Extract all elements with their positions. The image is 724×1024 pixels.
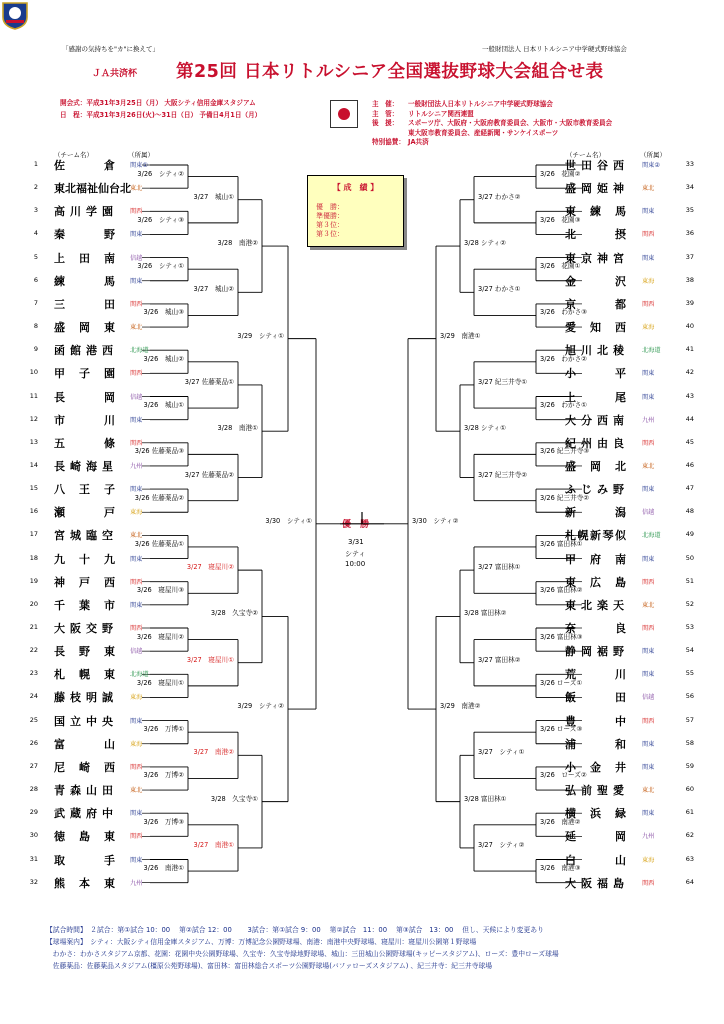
team-number: 2 <box>33 183 38 192</box>
team-name: 大阪福島 <box>565 876 629 890</box>
result-row-winner: 優 勝： <box>316 203 344 211</box>
match-label: 3/28 南港② <box>217 239 258 248</box>
team-region: 東海 <box>130 509 143 517</box>
team-name: 宮城臨空 <box>54 529 118 543</box>
match-label: 3/26 わかさ① <box>540 401 588 410</box>
team-number: 63 <box>685 854 694 863</box>
team-name: 荒 川 <box>565 668 628 682</box>
team-number: 30 <box>29 831 38 840</box>
team-name: 金 沢 <box>565 274 628 288</box>
team-number: 59 <box>685 761 694 770</box>
team-number: 34 <box>685 183 694 192</box>
team-number: 18 <box>29 553 38 562</box>
team-number: 49 <box>685 530 694 539</box>
footer-line: 【試合時間】 ２試合：第①試合 10：00 第②試合 12：00 3試合：第①試合 9：00 第②試合 11：00 第③試合 13：00 但し、天候により変更あり <box>46 926 544 934</box>
team-number: 39 <box>685 298 694 307</box>
match-label: 3/26 寝屋川① <box>136 678 184 687</box>
team-region: 東北 <box>642 787 655 795</box>
team-region: 信越 <box>130 393 143 401</box>
team-name: 豊 中 <box>565 714 628 728</box>
match-label: 3/27 富田林① <box>478 563 521 572</box>
team-region: 関西 <box>130 578 143 586</box>
team-number: 16 <box>29 507 38 516</box>
team-name: 熊 本 東 <box>54 876 117 890</box>
organizer-row: 後 援： スポーツ庁、大阪府・大阪府教育委員会、大阪市・大阪市教育委員会 <box>372 119 613 127</box>
team-name: 白 山 <box>565 853 628 867</box>
match-label: 3/26 シティ② <box>137 169 184 178</box>
team-name: 取 手 <box>54 853 117 867</box>
team-region: 関東① <box>130 162 148 169</box>
match-label: 3/26 万博③ <box>143 817 184 826</box>
organizer-row: 主 催： 一般財団法人日本リトルシニア中学硬式野球協会 <box>372 100 553 108</box>
team-number: 35 <box>685 206 694 215</box>
team-number: 4 <box>33 229 38 238</box>
schedule: 日 程：平成31年3月26日(火)～31日（日） 予備日4月1日（月） <box>60 111 262 119</box>
team-region: 関西 <box>130 300 143 308</box>
match-label: 3/29 シティ① <box>237 331 284 340</box>
match-label: 3/26 ローズ② <box>540 771 587 780</box>
team-region: 関東 <box>642 763 655 771</box>
match-label: 3/26 城山③ <box>143 308 184 317</box>
team-number: 47 <box>685 484 694 493</box>
team-number: 11 <box>29 391 38 400</box>
team-region: 関東 <box>130 277 143 285</box>
team-number: 23 <box>29 669 38 678</box>
tagline: 「感謝の気持ちを"カ"に換えて」 <box>62 45 159 53</box>
footer-line: わかさ：わかさスタジアム京都、花園：花園中央公園野球場、久宝寺：久宝寺緑地野球場、城山：三田城山公園野球場(キッピースタジアム)、ローズ：豊中ローズ球場 <box>46 950 559 958</box>
team-region: 関東 <box>130 601 143 609</box>
team-name: 尼 崎 西 <box>54 760 117 774</box>
team-name: 浦 和 <box>565 737 628 751</box>
team-number: 64 <box>685 877 694 886</box>
team-name: 富 山 <box>54 737 117 751</box>
team-region: 信越 <box>130 648 143 656</box>
team-region: 関西 <box>130 370 143 378</box>
match-label: 3/26 寝屋川③ <box>136 586 184 595</box>
team-name: 秦 野 <box>54 228 117 242</box>
team-name: 市 川 <box>54 413 117 427</box>
footer-notes <box>46 924 559 972</box>
team-name: 甲 子 園 <box>54 367 117 381</box>
match-label: 3/28 富田林① <box>464 794 507 803</box>
affiliation-column-header-right: （所属） <box>640 151 666 159</box>
team-name: 飯 田 <box>565 691 628 705</box>
match-label: 3/30 シティ① <box>265 516 312 525</box>
team-region: 北海道 <box>642 532 661 540</box>
team-number: 54 <box>685 646 694 655</box>
match-label: 3/26 花園① <box>540 262 581 271</box>
match-label: 3/26 富田林① <box>540 539 583 548</box>
team-name: 盛 岡 東 <box>54 321 117 335</box>
team-number: 44 <box>685 414 694 423</box>
team-region: 北海道 <box>642 347 661 355</box>
team-name: 瀬 戸 <box>54 506 117 520</box>
team-number: 55 <box>685 669 694 678</box>
match-label: 3/28 久宝寺① <box>210 794 258 803</box>
team-number: 45 <box>685 437 694 446</box>
match-label: 3/26 南港③ <box>540 864 581 873</box>
team-name: 徳 島 東 <box>54 830 117 844</box>
team-region: 関西 <box>130 208 143 216</box>
match-label: 3/29 南港② <box>440 702 481 711</box>
team-number: 51 <box>685 576 694 585</box>
match-label: 3/28 富田林② <box>464 609 507 618</box>
team-region: 九州 <box>642 833 655 841</box>
team-number: 36 <box>685 229 694 238</box>
team-region: 関東 <box>130 416 143 424</box>
team-region: 関東 <box>642 370 655 378</box>
team-name: 北 摂 <box>565 228 628 242</box>
match-label: 3/26 わかさ③ <box>540 308 588 317</box>
team-region: 関東 <box>642 740 655 748</box>
team-number: 12 <box>29 414 38 423</box>
team-region: 東北 <box>130 787 143 795</box>
team-number: 22 <box>29 646 38 655</box>
match-label: 3/28 久宝寺② <box>210 609 258 618</box>
team-name: 上 田 南 <box>54 251 117 265</box>
team-name: 八 王 子 <box>54 483 117 497</box>
match-label: 3/26 富田林② <box>540 586 583 595</box>
organizer-row: 特別協賛： JA共済 <box>372 138 429 146</box>
team-number: 33 <box>685 160 694 168</box>
team-region: 関西 <box>642 879 655 887</box>
team-region: 関東 <box>130 231 143 239</box>
team-region: 東海 <box>130 740 143 748</box>
team-name: 世田谷西 <box>565 159 629 172</box>
team-number: 32 <box>29 877 38 886</box>
team-number: 19 <box>29 576 38 585</box>
team-name: 練 馬 <box>54 274 117 288</box>
team-name: 盛岡姫神 <box>565 182 629 196</box>
team-region: 信越 <box>642 509 655 517</box>
team-number: 28 <box>29 785 38 794</box>
team-region: 関東 <box>130 810 143 818</box>
team-region: 九州 <box>642 416 655 424</box>
team-region: 東北 <box>130 185 143 193</box>
team-name: 上 尾 <box>565 390 628 404</box>
team-number: 15 <box>29 484 38 493</box>
team-name: 愛 知 西 <box>565 321 628 335</box>
team-region: 関東 <box>130 555 143 563</box>
match-label: 3/27 わかさ② <box>478 192 521 201</box>
team-region: 関西 <box>642 578 655 586</box>
team-region: 関東 <box>130 717 143 725</box>
team-region: 東北 <box>130 532 143 540</box>
team-column-header: （チーム名） <box>54 151 93 159</box>
opening-ceremony: 開会式：平成31年3月25日（月） 大阪シティ信用金庫スタジアム <box>60 99 256 107</box>
cup-label: ＪＡ共済杯 <box>92 69 138 79</box>
match-label: 3/26 紀三井寺② <box>540 493 590 502</box>
team-number: 50 <box>685 553 694 562</box>
team-number: 7 <box>33 298 38 307</box>
match-label: 3/26 ローズ③ <box>540 725 583 734</box>
team-region: 関東 <box>642 254 655 262</box>
organization-name: 一般財団法人 日本リトルシニア中学硬式野球協会 <box>482 45 627 53</box>
match-label: 3/26 南港② <box>540 817 581 826</box>
team-number: 56 <box>685 692 694 701</box>
team-name: 延 岡 <box>565 830 628 844</box>
team-region: 九州 <box>130 462 143 470</box>
team-number: 5 <box>33 252 38 261</box>
team-region: 東海 <box>642 856 655 864</box>
team-name: 弘前聖愛 <box>565 784 629 798</box>
team-number: 60 <box>685 785 694 794</box>
match-label: 3/27 紀三井寺② <box>478 470 528 479</box>
result-row-third-1: 第３位： <box>316 221 344 229</box>
team-name: 三 田 <box>54 297 117 311</box>
team-name: 小 金 井 <box>565 760 628 774</box>
team-region: 関西 <box>130 439 143 447</box>
team-region: 関西 <box>130 763 143 771</box>
team-name: 長 野 東 <box>54 645 117 659</box>
team-number: 27 <box>29 761 38 770</box>
team-number: 6 <box>33 275 38 284</box>
team-region: 関西 <box>130 625 143 632</box>
team-number: 21 <box>29 623 38 631</box>
team-region: 関東 <box>642 393 655 401</box>
organizer-row: 主 管： リトルシニア関西連盟 <box>372 109 474 118</box>
match-label: 3/26 城山② <box>143 354 184 363</box>
team-region: 関東② <box>642 162 660 169</box>
team-name: 藤枝明誠 <box>54 691 118 705</box>
team-number: 13 <box>29 437 38 446</box>
team-name: 東京神宮 <box>565 251 629 265</box>
match-label: 3/26 花園③ <box>540 215 581 224</box>
final-venue: シティ <box>345 550 366 558</box>
result-row-third-2: 第３位： <box>316 230 344 238</box>
team-name: 大分西南 <box>565 413 629 427</box>
team-number: 53 <box>685 623 694 631</box>
team-region: 東北 <box>642 185 655 193</box>
match-label: 3/27 寝屋川① <box>186 655 234 664</box>
match-label: 3/26 寝屋川② <box>136 632 184 641</box>
team-number: 61 <box>685 808 694 817</box>
team-region: 東北 <box>642 462 655 470</box>
team-number: 42 <box>685 368 694 377</box>
match-label: 3/27 富田林② <box>478 655 521 664</box>
team-region: 関西 <box>130 833 143 841</box>
team-name: 佐 倉 <box>54 159 117 172</box>
match-label: 3/26 佐藤薬品② <box>134 493 184 502</box>
match-label: 3/27 シティ② <box>478 840 525 849</box>
team-name: 大阪交野 <box>54 622 118 635</box>
team-region: 関西 <box>642 717 655 725</box>
team-region: 関東 <box>642 810 655 818</box>
team-number: 8 <box>33 322 38 331</box>
match-label: 3/30 シティ② <box>412 516 459 525</box>
team-name: 武蔵府中 <box>54 807 118 821</box>
team-number: 31 <box>29 854 38 863</box>
team-name: 長崎海星 <box>54 459 118 473</box>
result-row-runner-up: 準優勝： <box>316 212 344 220</box>
team-number: 24 <box>29 692 38 701</box>
team-number: 41 <box>685 345 694 354</box>
team-name: 千 葉 市 <box>54 598 117 612</box>
team-region: 東海 <box>642 277 655 285</box>
match-label: 3/26 シティ① <box>137 262 184 271</box>
team-name: 紀州由良 <box>565 436 629 450</box>
results-title: 【 成 績 】 <box>332 183 379 192</box>
match-label: 3/27 シティ① <box>478 748 525 757</box>
team-number: 10 <box>29 368 38 377</box>
team-region: 東海 <box>642 324 655 332</box>
final-date: 3/31 <box>348 538 364 546</box>
match-label: 3/27 寝屋川② <box>186 563 234 572</box>
team-region: 北海道 <box>130 671 149 679</box>
team-region: 信越 <box>130 254 143 262</box>
team-name: 新 潟 <box>565 506 628 520</box>
team-number: 57 <box>685 715 694 724</box>
team-name: 東北楽天 <box>565 598 629 612</box>
team-name: 札 幌 東 <box>54 668 117 682</box>
team-region: 関東 <box>642 671 655 679</box>
team-name: 函館港西 <box>54 344 118 358</box>
team-region: 関西 <box>642 439 655 447</box>
match-label: 3/27 城山② <box>193 285 234 294</box>
match-label: 3/26 万博② <box>143 771 184 780</box>
team-name: 横 浜 緑 <box>565 807 628 821</box>
team-number: 1 <box>33 160 38 168</box>
page-title: 第25回 日本リトルシニア全国選抜野球大会組合せ表 <box>176 62 604 82</box>
team-name: 東 練 馬 <box>565 205 628 219</box>
team-number: 58 <box>685 738 694 747</box>
team-name: 神 戸 西 <box>54 575 117 589</box>
team-name: 小 平 <box>565 367 628 381</box>
match-label: 3/27 南港① <box>193 840 234 849</box>
footer-line: 【球場案内】 シティ：大阪シティ信用金庫スタジアム、万博：万博記念公園野球場、南港：南港中央野球場、寝屋川：寝屋川公園第１野球場 <box>46 938 477 946</box>
match-label: 3/27 南港② <box>193 748 234 757</box>
team-number: 26 <box>29 738 38 747</box>
team-number: 46 <box>685 460 694 469</box>
match-label: 3/26 紀三井寺③ <box>540 447 590 456</box>
team-number: 40 <box>685 322 694 331</box>
team-region: 関東 <box>642 648 655 656</box>
team-region: 東北 <box>130 324 143 332</box>
team-region: 関東 <box>130 856 143 864</box>
final-time: 10:00 <box>345 560 366 568</box>
match-label: 3/26 佐藤薬品③ <box>134 447 184 456</box>
team-number: 17 <box>29 530 38 539</box>
footer-line: 佐藤薬品：佐藤薬品スタジアム(橿原公苑野球場)、富田林：富田林総合スポーツ公園野球場(バファローズスタジアム) 、紀三井寺：紀三井寺球場 <box>46 962 493 970</box>
organizer-row: 東大阪市教育委員会、産経新聞・サンケイスポーツ <box>408 128 559 137</box>
team-number: 48 <box>685 507 694 516</box>
team-name: 旭川北稜 <box>565 344 629 358</box>
team-name: 九 十 九 <box>54 552 117 566</box>
team-region: 北海道 <box>130 347 149 355</box>
affiliation-column-header: （所属） <box>128 151 154 159</box>
team-name: ふじみ野 <box>565 483 629 497</box>
team-name: 長 岡 <box>54 390 117 404</box>
team-name: 青森山田 <box>54 784 118 798</box>
final-label: 優 勝 <box>342 520 373 530</box>
team-number: 25 <box>29 715 38 724</box>
team-number: 20 <box>29 599 38 608</box>
team-region: 関東 <box>642 208 655 216</box>
match-label: 3/29 南港① <box>440 331 481 340</box>
team-number: 14 <box>29 460 38 469</box>
match-label: 3/29 シティ② <box>237 702 284 711</box>
match-label: 3/27 わかさ① <box>478 285 521 294</box>
match-label: 3/26 万博① <box>143 725 184 734</box>
team-name: 甲 府 南 <box>565 552 628 566</box>
team-region: 関西 <box>642 231 655 239</box>
team-name: 五 條 <box>54 436 117 450</box>
team-name: 東北福祉仙台北 <box>54 182 131 196</box>
match-label: 3/27 佐藤薬品② <box>184 470 234 479</box>
match-label: 3/27 紀三井寺① <box>478 377 528 386</box>
team-number: 3 <box>33 206 38 215</box>
team-number: 29 <box>29 808 38 817</box>
team-region: 関東 <box>130 486 143 494</box>
match-label: 3/27 城山① <box>193 192 234 201</box>
team-region: 関東 <box>642 486 655 494</box>
match-label: 3/28 シティ① <box>464 424 507 433</box>
team-name: 京 都 <box>565 297 628 311</box>
team-region: 関西 <box>642 300 655 308</box>
team-name: 札幌新琴似 <box>565 529 628 543</box>
match-label: 3/26 わかさ② <box>540 354 588 363</box>
match-label: 3/26 ローズ① <box>540 678 583 687</box>
match-label: 3/28 南港① <box>217 424 258 433</box>
match-label: 3/26 南港① <box>143 864 184 873</box>
team-number: 52 <box>685 599 694 608</box>
match-label: 3/28 シティ② <box>464 239 507 248</box>
match-label: 3/26 佐藤薬品① <box>134 539 184 548</box>
team-column-header-right: （チーム名） <box>566 151 605 159</box>
match-label: 3/26 花園② <box>540 169 581 178</box>
team-number: 62 <box>685 831 694 840</box>
match-label: 3/26 シティ③ <box>137 215 184 224</box>
team-number: 9 <box>33 345 38 354</box>
team-number: 37 <box>685 252 694 261</box>
team-region: 東海 <box>130 694 143 702</box>
team-name: 奈 良 <box>565 622 628 635</box>
team-name: 高川学園 <box>54 205 118 219</box>
match-label: 3/26 富田林③ <box>540 632 583 641</box>
team-region: 関東 <box>642 555 655 563</box>
match-label: 3/26 城山① <box>143 401 184 410</box>
team-region: 東北 <box>642 601 655 609</box>
match-label: 3/27 佐藤薬品① <box>184 377 234 386</box>
team-name: 盛 岡 北 <box>565 459 628 473</box>
team-name: 国立中央 <box>54 714 118 728</box>
team-number: 43 <box>685 391 694 400</box>
team-region: 九州 <box>130 879 143 887</box>
team-region: 信越 <box>642 694 655 702</box>
team-name: 東 広 島 <box>565 575 628 589</box>
team-number: 38 <box>685 275 694 284</box>
team-name: 静岡裾野 <box>565 645 629 659</box>
team-region: 関西 <box>642 625 655 632</box>
